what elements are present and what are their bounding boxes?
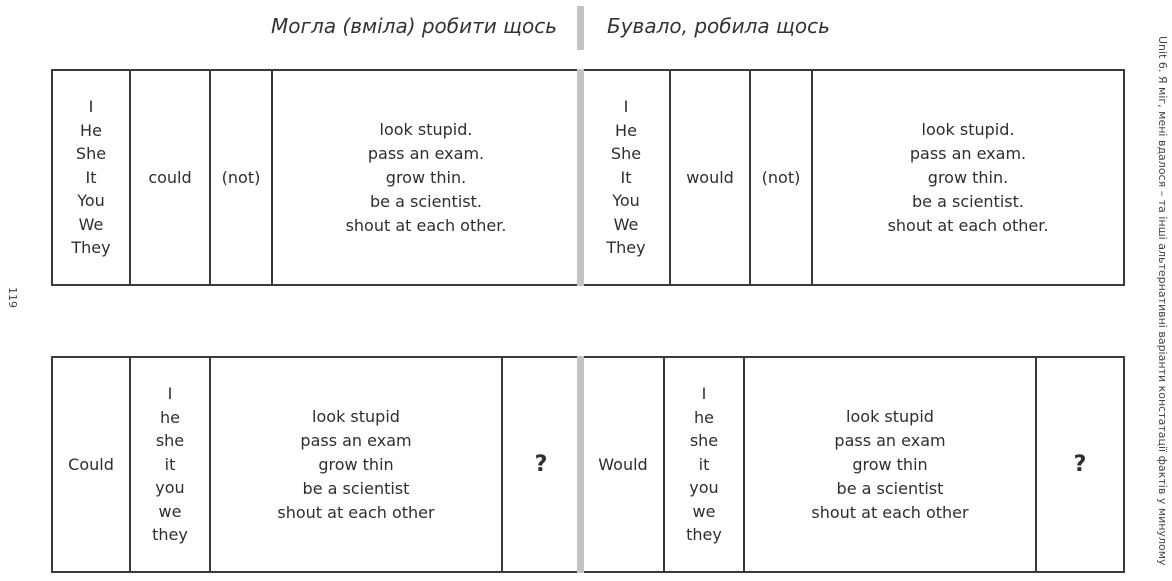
- modal-cell-could: could: [129, 69, 211, 286]
- pronouns-cell-could: I He She It You We They: [51, 69, 131, 286]
- pronouns-cell-could-question: I he she it you we they: [129, 356, 211, 573]
- center-divider-top: [577, 69, 584, 286]
- phrases-cell-would: look stupid. pass an exam. grow thin. be a scientist. shout at each other.: [811, 69, 1125, 286]
- negation-cell-could: (not): [209, 69, 273, 286]
- modal-cell-would: would: [669, 69, 751, 286]
- negation-cell-would: (not): [749, 69, 813, 286]
- modal-cell-would-question: Would: [581, 356, 665, 573]
- center-divider-bottom: [577, 356, 584, 573]
- heading-would: Бувало, робила щось: [607, 14, 830, 38]
- phrases-cell-could-question: look stupid pass an exam grow thin be a scientist shout at each other: [209, 356, 503, 573]
- pronouns-cell-would-question: I he she it you we they: [663, 356, 745, 573]
- heading-could: Могла (вміла) робити щось: [271, 14, 557, 38]
- running-header: Unit 6. Я міг, мені вдалося – та інші альтернативні варіанти констатації фактів у минулому: [1156, 36, 1169, 566]
- phrases-cell-would-question: look stupid pass an exam grow thin be a scientist shout at each other: [743, 356, 1037, 573]
- heading-divider: [577, 6, 584, 50]
- question-mark-could: ?: [501, 356, 581, 573]
- phrases-cell-could: look stupid. pass an exam. grow thin. be a scientist. shout at each other.: [271, 69, 581, 286]
- modal-cell-could-question: Could: [51, 356, 131, 573]
- page-number: 119: [6, 287, 19, 308]
- question-mark-would: ?: [1035, 356, 1125, 573]
- pronouns-cell-would: I He She It You We They: [581, 69, 671, 286]
